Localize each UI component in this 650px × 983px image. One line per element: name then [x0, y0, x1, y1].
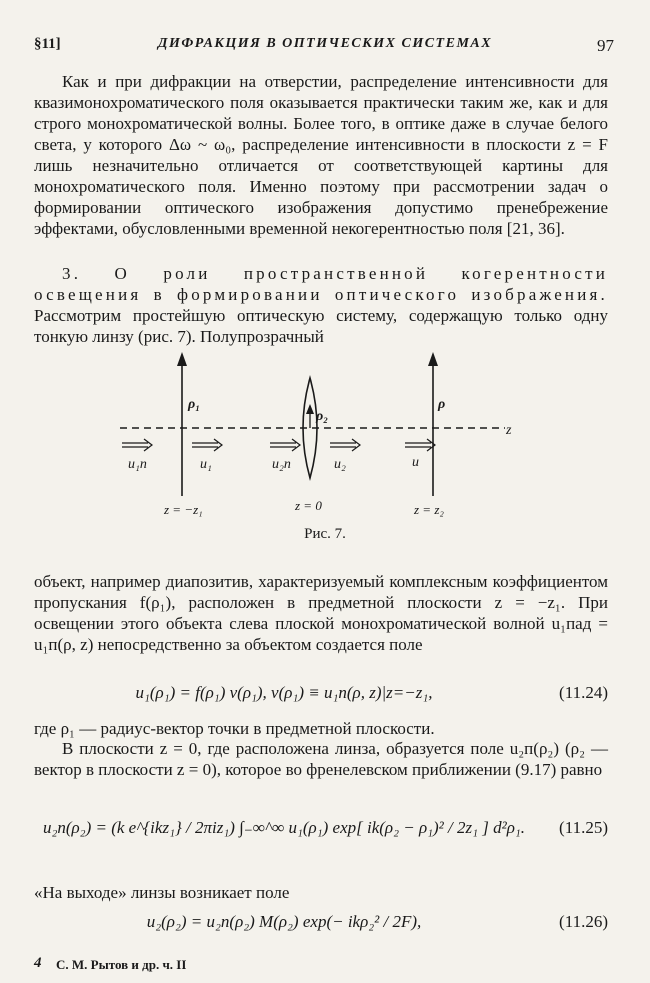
label-u1n: u₁п — [128, 457, 147, 472]
paragraph-6: «На выходе» линзы возникает поле — [34, 883, 290, 902]
paragraph-2 — [34, 263, 608, 347]
rho1-arrow-icon — [177, 352, 187, 366]
lens-diagram — [120, 348, 520, 518]
equation-body: u₂п(ρ₂) = (k e^{ikz₁} / 2πiz₁) ∫₋∞^∞ u₁(ρ₁) exp[ ik(ρ₂ − ρ₁)² / 2z₁ ] d²ρ₁. — [42, 818, 526, 837]
wave-arrows — [122, 439, 435, 451]
figure-caption: Рис. 7. — [304, 526, 346, 542]
equation-number: (11.26) — [559, 912, 608, 931]
rho2-arrow-icon — [306, 404, 314, 414]
rho-arrow-icon — [428, 352, 438, 366]
label-u2: u₂ — [334, 457, 346, 472]
signature-number: 4 — [34, 955, 42, 971]
label-rho1: ρ₁ — [188, 397, 201, 412]
label-plane3: z = z₂ — [414, 502, 444, 517]
paragraph-4: где ρ₁ — радиус-вектор точки в предметной плоскости. — [34, 719, 435, 738]
equation-number: (11.25) — [559, 818, 608, 837]
page-number: 97 — [597, 36, 614, 55]
label-u1: u₁ — [200, 457, 212, 472]
label-plane2: z = 0 — [295, 498, 322, 513]
label-plane1: z = −z₁ — [164, 502, 203, 517]
running-title: ДИФРАКЦИЯ В ОПТИЧЕСКИХ СИСТЕМАХ — [157, 36, 493, 51]
label-rho: ρ — [438, 397, 446, 412]
label-rho2: ρ₂ — [316, 409, 329, 424]
label-u: u — [412, 455, 419, 470]
equation-body: u₂(ρ₂) = u₂п(ρ₂) M(ρ₂) exp(− ikρ₂² / 2F), — [146, 912, 422, 931]
label-u2n: u₂п — [272, 457, 291, 472]
paragraph-5: В плоскости z = 0, где расположена линза, образуется поле u₂п(ρ₂) (ρ₂ — вектор в плоскости z = 0), которое во френелевском приближении (9.17) равно — [34, 739, 608, 779]
equation-body: u₁(ρ₁) = f(ρ₁) v(ρ₁), v(ρ₁) ≡ u₁п(ρ, z)|z=−z₁, — [135, 683, 433, 702]
paragraph-3: объект, например диапозитив, характеризуемый комплексным коэффициентом пропускания f(ρ₁), расположен в предметной плоскости z = −z₁. При освещении этого объекта слева плоской монохроматической волной u₁пад = u₁п(ρ, z) непосредственно за объектом создается поле — [34, 572, 608, 654]
paragraph-2-text: Рассмотрим простейшую оптическую систему, содержащую только одну тонкую линзу (рис. 7). Полупрозрачный — [34, 306, 608, 346]
paragraph-1: Как и при дифракции на отверстии, распределение интенсивности для квазимонохроматического поля оказывается практически таким же, как и для строго монохроматической волны. Более того, в оптике даже в случае белого света, у которого Δω ~ ω₀, распределение интенсивности в плоскости z = F лишь незначительно отличается от соответствующей картины для монохроматического поля. Именно поэтому при рассмотрении задач о формировании оптического изображения допустимо пренебрежение эффектами, обусловленными временной некогерентностью поля [21, 36]. — [34, 72, 608, 238]
section-marker: §11] — [34, 36, 61, 52]
signature-text: С. М. Рытов и др. ч. II — [56, 957, 187, 972]
equation-number: (11.24) — [559, 683, 608, 702]
label-z-axis: z — [506, 423, 512, 438]
subsection-heading: 3. О роли пространственной когерентности освещения в формировании оптического изображения. — [34, 264, 608, 304]
